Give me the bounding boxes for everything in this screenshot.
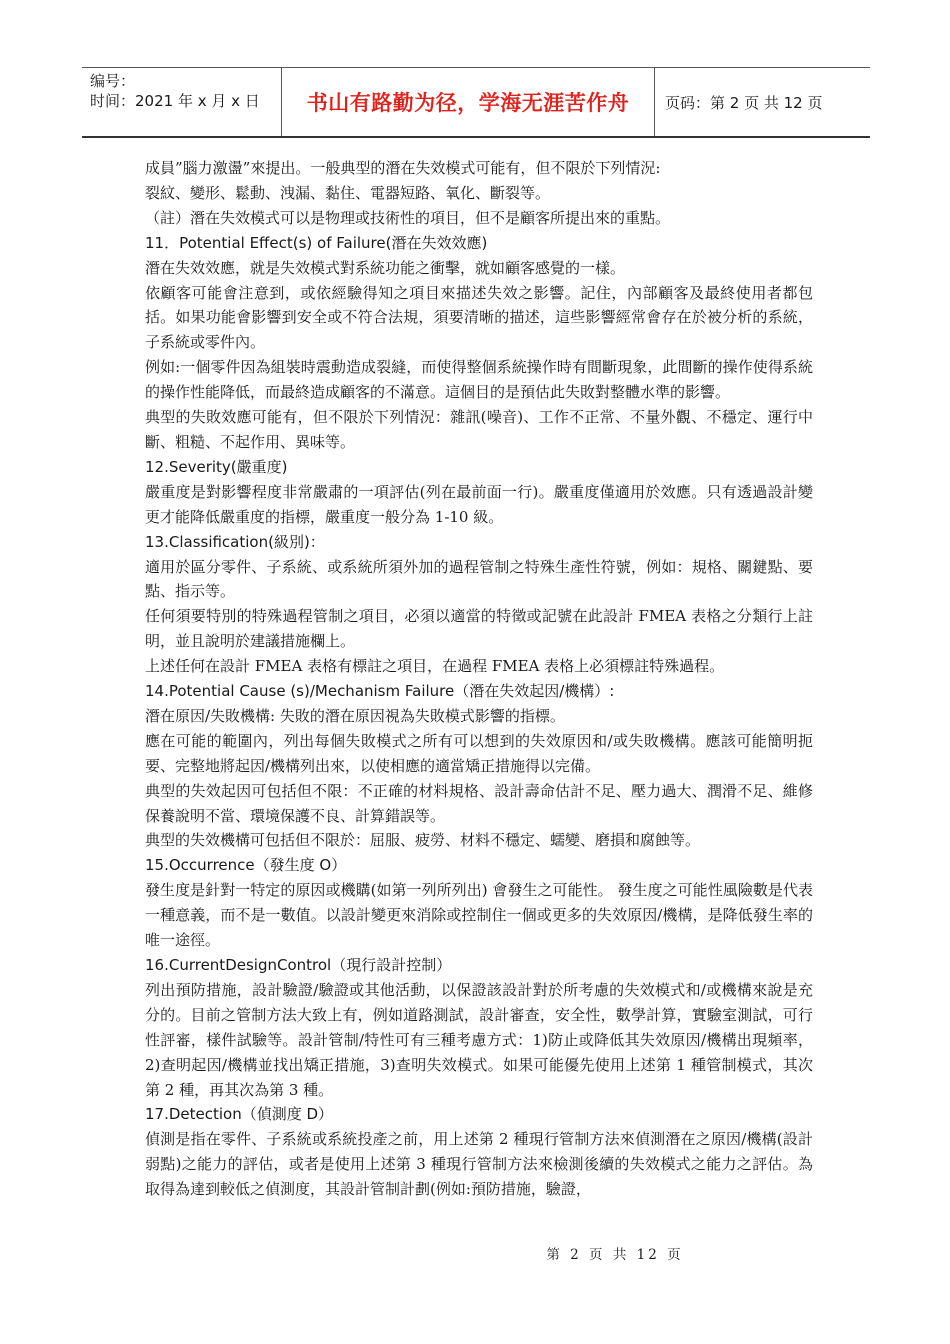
paragraph: 嚴重度是對影響程度非常嚴肅的一項評估(列在最前面一行)。嚴重度僅適用於效應。只有透過設計變更才能降低嚴重度的指標，嚴重度一般分為 1-10 級。 [145,482,813,526]
header-motto: 书山有路勤为径，学海无涯苦作舟 [282,68,655,136]
section-heading-16: 16.CurrentDesignControl（現行設計控制） [145,956,452,974]
paragraph: 潛在原因/失敗機構: 失敗的潛在原因視為失敗模式影響的指標。 [145,706,565,725]
section-heading-15: 15.Occurrence（發生度 O） [145,856,347,875]
paragraph: 典型的失效機構可包括但不限於：屈服、疲勞、材料不穩定、蠕變、磨損和腐蝕等。 [145,831,701,850]
paragraph: 發生度是針對一特定的原因或機購(如第一列所列出) 會發生之可能性。 發生度之可能性風險數是代表一種意義，而不是一數值。以設計變更來消除或控制住一個或更多的失效原因/機構，是降低發生率的唯一途徑。 [145,881,813,950]
page-footer: 第 2 页 共 12 页 [546,1247,684,1263]
header-page-number: 页码：第 2 页 共 12 页 [665,93,823,112]
paragraph: 依顧客可能會注意到，或依經驗得知之項目來描述失效之影響。記住，內部顧客及最終使用者都包括。如果功能會影響到安全或不符合法規，須要清晰的描述，這些影響經常會存在於被分析的系統，子系統或零件內。 [145,283,813,352]
paragraph: 例如:一個零件因為組裝時震動造成裂縫，而使得整個系統操作時有間斷現象，此間斷的操作使得系統的操作性能降低，而最終造成顧客的不滿意。這個目的是預估此失敗對整體水準的影響。 [145,358,813,402]
paragraph: 潛在失效效應，就是失效模式對系統功能之衝擊，就如顧客感覺的一樣。 [145,258,626,277]
paragraph: 成員”腦力激盪”來提出。一般典型的潛在失效模式可能有，但不限於下列情況: [145,159,661,177]
document-body [145,156,813,1202]
doc-code: 编号： [90,72,136,90]
doc-date: 时间：2021 年 x 月 x 日 [90,92,260,110]
paragraph: 上述任何在設計 FMEA 表格有標註之項目，在過程 FMEA 表格上必須標註特殊過程。 [145,657,725,676]
header-meta [82,68,282,136]
section-heading-17: 17.Detection（偵測度 D） [145,1105,334,1124]
paragraph: 偵測是指在零件、子系統或系統投產之前，用上述第 2 種現行管制方法來偵測潛在之原因/機構(設計弱點)之能力的評估，或者是使用上述第 3 種現行管制方法來檢測後續的失效模式之能力之評估。為取得為達到較低之偵測度，其設計管制計劃(例如:預防措施，驗證， [145,1130,813,1199]
section-heading-14: 14.Potential Cause (s)/Mechanism Failure（潛在失效起因/機構）: [145,682,615,701]
paragraph: 任何須要特別的特殊過程管制之項目，必須以適當的特徵或記號在此設計 FMEA 表格之分類行上註明，並且說明於建議措施欄上。 [145,607,813,651]
paragraph: 典型的失效起因可包括但不限：不正確的材料規格、設計壽命估計不足、壓力過大、潤滑不足、維修保養說明不當、環境保護不良、計算錯誤等。 [145,781,813,825]
page-header [82,67,870,138]
section-heading-11: 11．Potential Effect(s) of Failure(潛在失效效應) [145,233,488,252]
section-heading-12: 12.Severity(嚴重度) [145,457,288,476]
paragraph: 應在可能的範圍內，列出每個失敗模式之所有可以想到的失效原因和/或失敗機構。應該可能簡明扼要、完整地將起因/機構列出來，以使相應的適當矯正措施得以完備。 [145,731,813,775]
paragraph: 適用於區分零件、子系統、或系統所須外加的過程管制之特殊生產性符號，例如：規格、關鍵點、要點、指示等。 [145,557,813,601]
paragraph: （註）潛在失效模式可以是物理或技術性的項目，但不是顧客所提出來的重點。 [145,208,671,227]
paragraph: 列出預防措施，設計驗證/驗證或其他活動，以保證該設計對於所考慮的失效模式和/或機構來說是充分的。目前之管制方法大致上有，例如道路測試，設計審查，安全性，數學計算，實驗室測試，可行性評審，樣件試驗等。設計管制/特性可有三種考慮方式：1)防止或降低其失效原因/機構出現頻率，2)查明起因/機構並找出矯正措施，3)查明失效模式。如果可能優先使用上述第 1 種管制模式，其次第 2 種，再其次為第 3 種。 [145,980,813,1099]
paragraph: 典型的失敗效應可能有，但不限於下列情況：雜訊(噪音)、工作不正常、不量外觀、不穩定、運行中斷、粗糙、不起作用、異味等。 [145,408,813,451]
section-heading-13: 13.Classification(級別)： [145,532,325,551]
paragraph: 裂紋、變形、鬆動、洩漏、黏住、電器短路、氧化、斷裂等。 [145,183,551,202]
